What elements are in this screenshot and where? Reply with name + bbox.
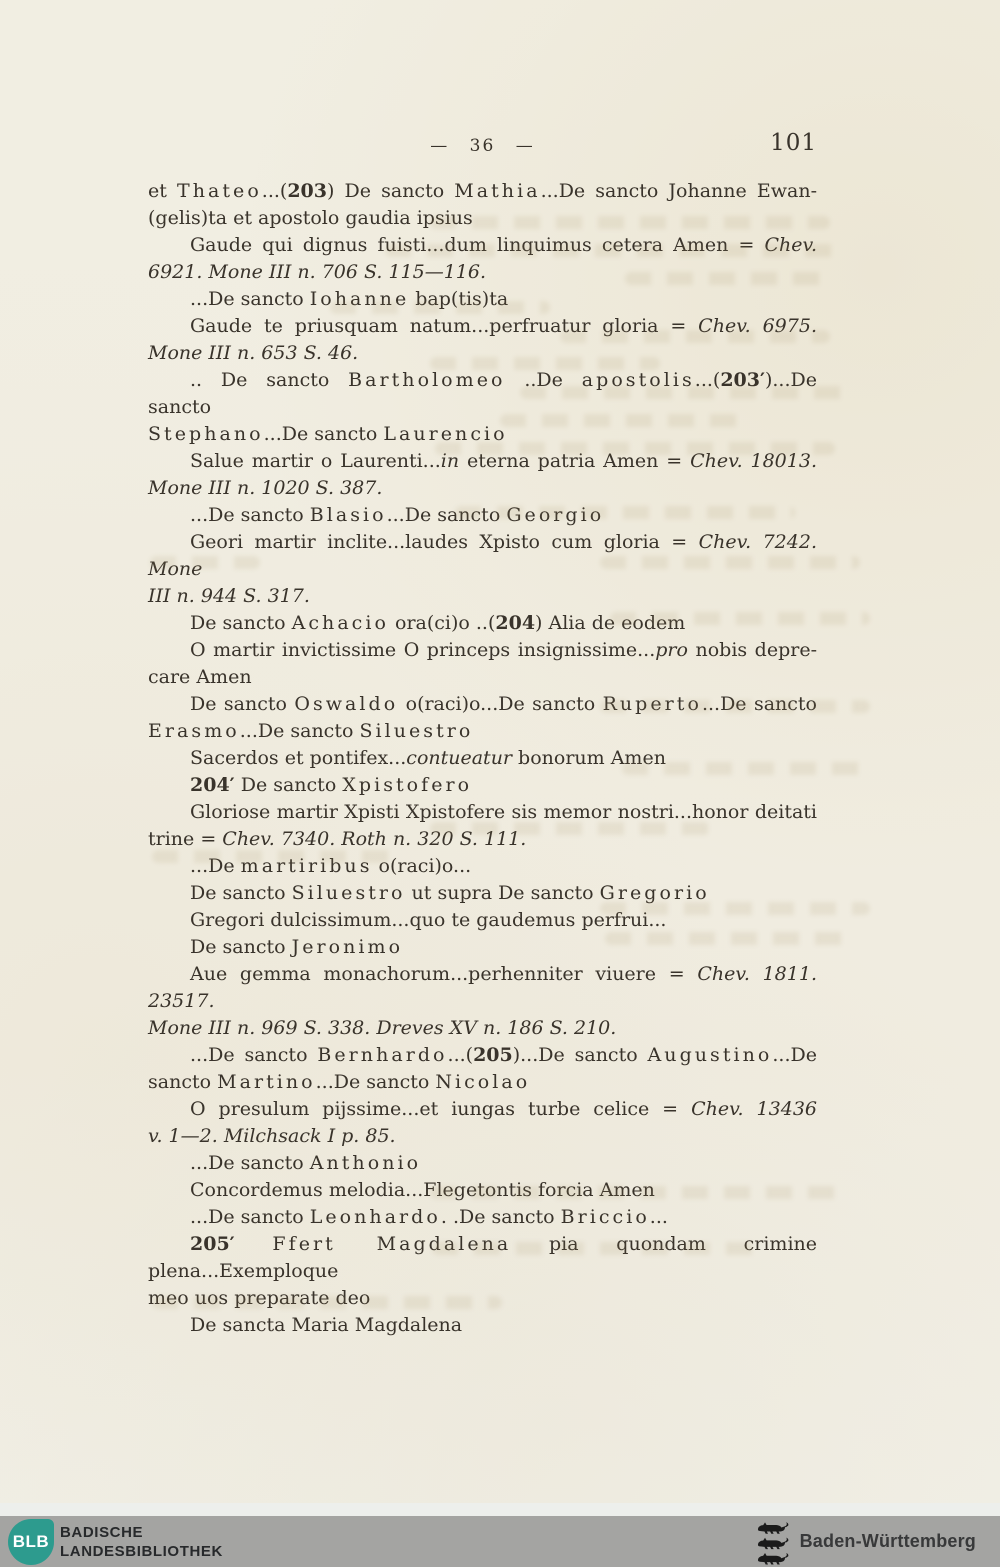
page-lines bbox=[148, 178, 817, 1339]
text-line: Stephano...De sancto Laurencio bbox=[148, 423, 508, 445]
folio-number: — 36 — bbox=[430, 136, 535, 156]
text-line: .. De sancto Bartholomeo ..De apostolis...(203′)...De sancto bbox=[148, 369, 817, 418]
text-line: O presulum pijssime...et iungas turbe celice = Chev. 13436 bbox=[190, 1098, 817, 1120]
footer-right bbox=[756, 1516, 976, 1567]
library-name bbox=[60, 1523, 223, 1561]
text-line: v. 1—2. Milchsack I p. 85. bbox=[148, 1125, 396, 1147]
text-line: Mone III n. 1020 S. 387. bbox=[148, 477, 383, 499]
text-line: Aue gemma monachorum...perhenniter viuere = Chev. 1811. 23517. bbox=[148, 963, 817, 1012]
text-line: De sancto Achacio ora(ci)o ..(204) Alia de eodem bbox=[190, 612, 686, 634]
text-line: 204′ De sancto Xpistofero bbox=[190, 774, 473, 796]
text-line: ...De sancto Bernhardo...(205)...De sancto Augustino...De bbox=[190, 1044, 817, 1066]
text-line: De sancto Siluestro ut supra De sancto Gregorio bbox=[190, 882, 710, 904]
text-line: 205′ Ffert Magdalena pia quondam crimine plena...Exemploque bbox=[148, 1233, 817, 1282]
text-line: Geori martir inclite...laudes Xpisto cum gloria = Chev. 7242. Mone bbox=[148, 531, 817, 580]
text-line: III n. 944 S. 317. bbox=[148, 585, 310, 607]
text-line: Salue martir o Laurenti...in eterna patria Amen = Chev. 18013. bbox=[190, 450, 817, 472]
library-name-line1: BADISCHE bbox=[60, 1524, 144, 1541]
page-header bbox=[148, 130, 817, 160]
text-line: Gloriose martir Xpisti Xpistofere sis memor nostri...honor deitati bbox=[190, 801, 817, 823]
text-line: ...De sancto Iohanne bap(tis)ta bbox=[190, 288, 509, 310]
text-line: Gaude te priusquam natum...perfruatur gloria = Chev. 6975. bbox=[190, 315, 817, 337]
text-line: ...De martiribus o(raci)o... bbox=[190, 855, 472, 877]
footer-bar bbox=[0, 1516, 1000, 1567]
text-line: De sancto Oswaldo o(raci)o...De sancto Ruperto...De sancto bbox=[190, 693, 817, 715]
text-line: sancto Martino...De sancto Nicolao bbox=[148, 1071, 531, 1093]
text-line: care Amen bbox=[148, 666, 252, 688]
text-line: O martir invictissime O princeps insignissime...pro nobis depre- bbox=[190, 639, 817, 661]
text-line: ...De sancto Leonhardo. .De sancto Briccio... bbox=[190, 1206, 668, 1228]
text-line: et Thateo...(203) De sancto Mathia...De sancto Johanne Ewan- bbox=[148, 180, 817, 202]
text-line: ...De sancto Anthonio bbox=[190, 1152, 422, 1174]
text-line: De sancta Maria Magdalena bbox=[190, 1314, 463, 1336]
text-line: Gregori dulcissimum...quo te gaudemus perfrui... bbox=[190, 909, 667, 931]
page-number: 101 bbox=[770, 130, 817, 156]
library-name-line2: LANDESBIBLIOTHEK bbox=[60, 1543, 223, 1560]
text-line: trine = Chev. 7340. Roth n. 320 S. 111. bbox=[148, 828, 527, 850]
coat-of-arms-icon bbox=[756, 1519, 790, 1565]
blb-logo-icon bbox=[8, 1519, 54, 1565]
region-label: Baden-Württemberg bbox=[799, 1531, 976, 1551]
text-line: Mone III n. 969 S. 338. Dreves XV n. 186 S. 210. bbox=[148, 1017, 617, 1039]
text-line: ...De sancto Blasio...De sancto Georgio bbox=[190, 504, 605, 526]
text-line: Sacerdos et pontifex...contueatur bonorum Amen bbox=[190, 747, 666, 769]
text-line: Mone III n. 653 S. 46. bbox=[148, 342, 359, 364]
text-line: Erasmo...De sancto Siluestro bbox=[148, 720, 474, 742]
text-line: Concordemus melodia...Flegetontis forcia Amen bbox=[190, 1179, 655, 1201]
text-line: De sancto Jeronimo bbox=[190, 936, 404, 958]
text-line: Gaude qui dignus fuisti...dum linquimus cetera Amen = Chev. bbox=[190, 234, 817, 256]
text-line: 6921. Mone III n. 706 S. 115—116. bbox=[148, 261, 487, 283]
text-line: (gelis)ta et apostolo gaudia ipsius bbox=[148, 207, 473, 229]
text-line: meo uos preparate deo bbox=[148, 1287, 371, 1309]
blb-logo-text: BLB bbox=[12, 1532, 50, 1551]
